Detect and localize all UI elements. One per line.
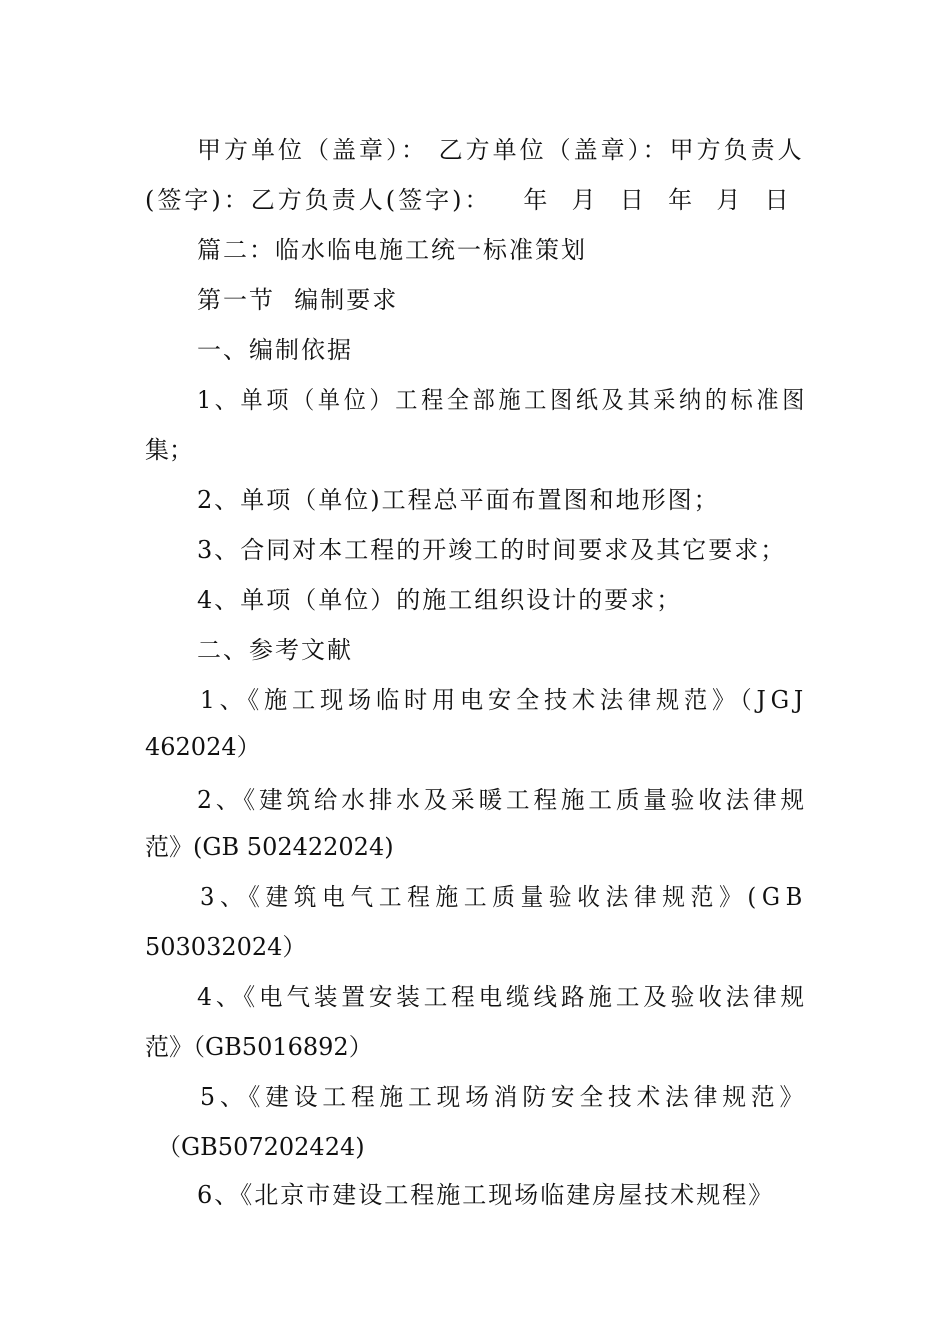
- signature-line-1: 甲方单位（盖章）： 乙方单位（盖章）：甲方负责人: [197, 136, 805, 164]
- list-item: 1、单项（单位）工程全部施工图纸及其采纳的标准图: [197, 386, 809, 414]
- subsection-heading-references: 二、参考文献: [197, 636, 353, 664]
- reference-item: 6、《北京市建设工程施工现场临建房屋技术规程》: [197, 1181, 775, 1209]
- reference-item-continuation: 范》（GB5016892）: [145, 1033, 373, 1061]
- list-item-continuation: 集；: [145, 436, 193, 464]
- reference-item-continuation: 462024）: [145, 733, 261, 761]
- reference-item: 1、《施工现场临时用电安全技术法律规范》（JGJ: [200, 686, 809, 714]
- reference-item: 5、《建设工程施工现场消防安全技术法律规范》: [200, 1083, 809, 1111]
- list-item: 2、单项（单位)工程总平面布置图和地形图；: [197, 486, 720, 514]
- reference-item: 4、《电气装置安装工程电缆线路施工及验收法律规: [197, 983, 809, 1011]
- list-item: 4、单项（单位）的施工组织设计的要求；: [197, 586, 683, 614]
- reference-item-continuation: 503032024）: [145, 933, 307, 961]
- reference-item-continuation: 范》(GB 502422024): [145, 833, 394, 861]
- section-heading: 第一节 编制要求: [197, 286, 399, 314]
- list-item: 3、合同对本工程的开竣工的时间要求及其它要求；: [197, 536, 787, 564]
- reference-item: 3、《建筑电气工程施工质量验收法律规范》(GB: [200, 883, 808, 911]
- reference-item: 2、《建筑给水排水及采暖工程施工质量验收法律规: [197, 786, 809, 814]
- chapter-heading: 篇二：临水临电施工统一标准策划: [197, 236, 587, 264]
- signature-line-2: (签字)：乙方负责人(签字)： 年 月 日 年 月 日: [145, 186, 792, 214]
- reference-item-continuation: （GB507202424): [157, 1133, 365, 1161]
- subsection-heading-basis: 一、编制依据: [197, 336, 353, 364]
